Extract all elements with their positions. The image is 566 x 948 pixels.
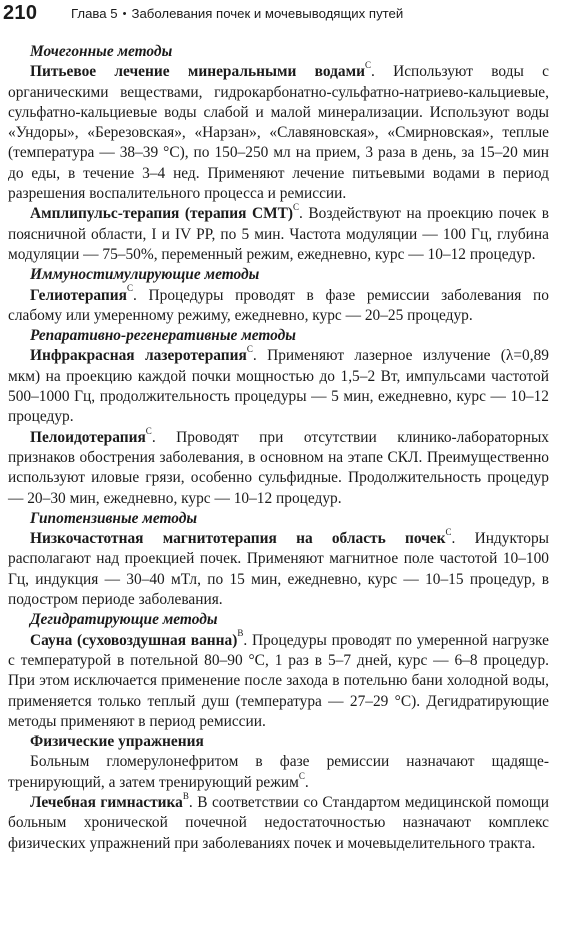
chapter-title: Заболевания почек и мочевыводящих путей xyxy=(131,6,404,21)
method-term: Лечебная гимнастика xyxy=(30,793,183,811)
evidence-level-marker: В xyxy=(237,628,244,639)
paragraph xyxy=(8,628,549,732)
method-term: Низкочастотная магнитотерапия на область почек xyxy=(30,530,446,548)
paragraph-text: . Воздействуют на проекцию почек в поясничной области, I и IV PP, по 5 мин. Частота модуляции — 100 Гц, глубина модуляции — 75–50%, переменный режим, ежедневно, курс — 10–12 процедур. xyxy=(8,205,549,263)
paragraph xyxy=(8,62,549,204)
section-heading: Иммуностимулирующие методы xyxy=(30,266,260,284)
page-number: 210 xyxy=(3,2,38,24)
paragraph-text: . В соответствии со Стандартом медицинской помощи больным хронической почечной недостаточностью назначают комплекс физических упражнений при заболеваниях почек и мочевыделительного тракта. xyxy=(8,793,549,852)
paragraph-text: . Используют воды с органическими веществами, гидрокарбонатно-сульфатно-натриево-кальциевые, сульфатно-кальциевые воды слабой и малой минерализации. Используют воды «Ундоры», «Березовская», «Нарзан», «Славяновская», «Смирновская», теплые (температура — 38–39 °С), по 150–250 мл на прием, 3 раза в день, за 15–20 мин до еды, в течение 3–4 нед. Применяют лечение питьевыми водами в период разрешения воспалительного процесса и ремиссии. xyxy=(8,63,549,203)
chapter-heading xyxy=(71,6,403,21)
paragraph-text: . Индукторы располагают над проекцией почек. Применяют магнитное поле частотой 10–100 Гц, индукция — 30–40 мТл, по 15 мин, ежедневно, курс — 10–15 процедур, в подостром периоде заболевания. xyxy=(8,530,549,609)
paragraph xyxy=(8,752,549,793)
paragraph-text: . Процедуры проводят в фазе ремиссии заболевания по слабому или умеренному режиму, ежедневно, курс — 20–25 процедур. xyxy=(8,286,549,324)
evidence-level-marker: С xyxy=(246,344,253,355)
evidence-level-marker: С xyxy=(445,527,452,537)
paragraph xyxy=(8,283,549,327)
paragraph xyxy=(8,425,549,509)
method-term: Инфракрасная лазеротерапия xyxy=(30,347,247,365)
paragraph xyxy=(8,204,549,265)
paragraph xyxy=(8,346,549,427)
method-term: Сауна (суховоздушная ванна) xyxy=(30,631,238,649)
paragraph-text: . Применяют лазерное излучение (λ=0,89 мкм) на проекцию каждой почки мощностью до 1,5–2 Вт, импульсами частотой 500–1000 Гц, продолжительность процедуры — 5 мин, ежедневно, курс — 10–12 процедур. xyxy=(8,347,549,426)
evidence-level-marker: С xyxy=(364,60,371,71)
paragraph-text: . Процедуры проводят по умеренной нагрузке с температурой в потельной 80–90 °С, 1 раз в 5–7 дней, курс — 6–8 процедур. При этом исключается применение после захода в потельню бани холодной воды, применяется только теплый душ (температура — 27–29 °С). Дегидратирующие методы применяют в период ремиссии. xyxy=(8,631,549,730)
evidence-level-marker: В xyxy=(182,790,189,801)
section-heading: Физические упражнения xyxy=(30,733,204,751)
bullet-icon: • xyxy=(122,8,127,20)
paragraph xyxy=(8,529,549,610)
evidence-level-marker: С xyxy=(145,425,152,436)
paragraph-text: . Проводят при отсутствии клинико-лабораторных признаков обострения заболевания, в основном на этапе СКЛ. Преимущественно используют иловые грязи, особенно сульфидные. Продолжительность процедур — 20–30 мин, ежедневно, курс — 10–12 процедур. xyxy=(8,428,549,507)
section-heading: Дегидратирующие методы xyxy=(30,611,218,629)
method-term: Амплипульс-терапия (терапия СМТ) xyxy=(30,205,294,223)
method-term: Гелиотерапия xyxy=(30,286,127,304)
method-term: Пелоидотерапия xyxy=(30,428,146,446)
section-heading: Мочегонные методы xyxy=(30,43,173,60)
evidence-level-marker: С xyxy=(126,283,133,294)
evidence-level-marker: С xyxy=(298,770,305,781)
paragraph-text-end: . xyxy=(304,773,309,791)
paragraph xyxy=(8,790,549,854)
section-heading: Гипотензивные методы xyxy=(30,509,198,527)
chapter-label: Глава 5 xyxy=(71,6,118,21)
method-term: Питьевое лечение минеральными водами xyxy=(30,63,365,81)
paragraph-text: Больным гломерулонефритом в фазе ремиссии назначают щадяще-тренирующий, а затем тренирующий режим xyxy=(8,753,549,791)
running-header xyxy=(0,0,566,30)
section-heading: Репаративно-регенеративные методы xyxy=(30,327,296,345)
evidence-level-marker: С xyxy=(293,202,300,213)
body-text xyxy=(8,42,549,854)
